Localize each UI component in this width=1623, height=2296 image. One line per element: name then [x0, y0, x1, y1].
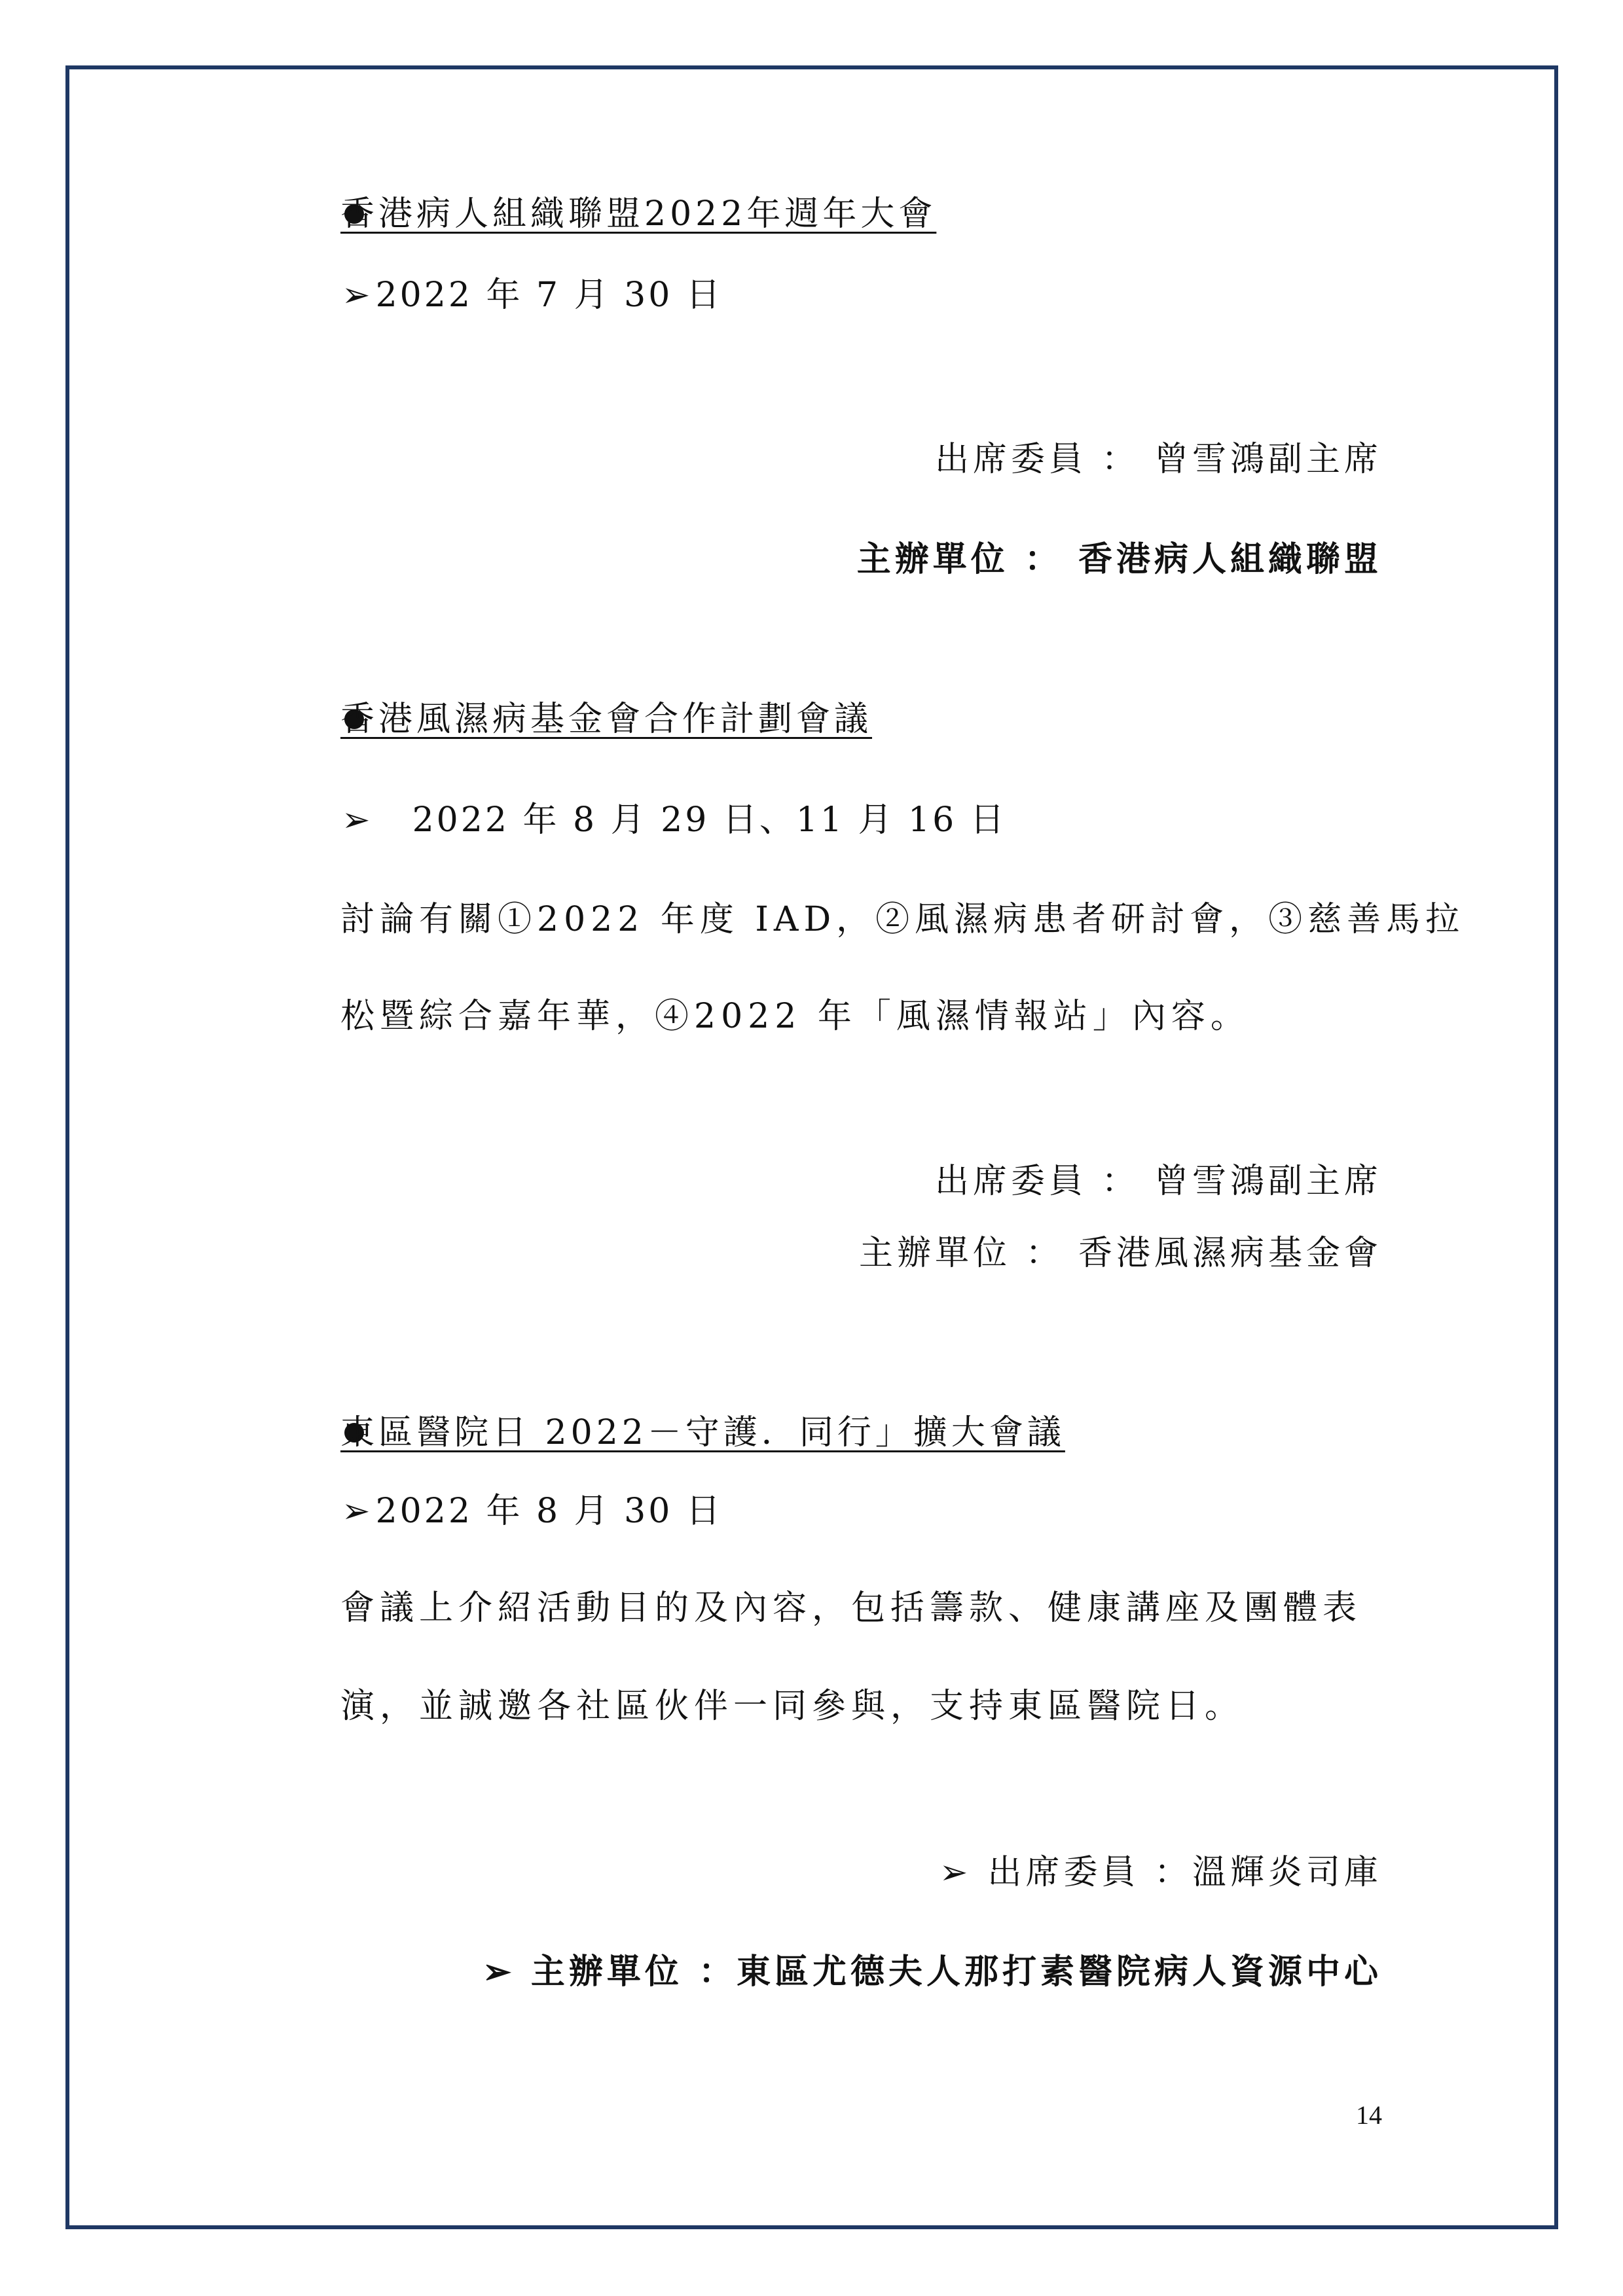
organizer-line: 主辦單位 ： 香港病人組織聯盟	[856, 539, 1382, 579]
arrow-icon: ➢	[342, 276, 373, 315]
arrow-icon: ➢	[342, 800, 373, 840]
section-heading: 東區醫院日 2022－守護．同行」擴大會議	[340, 1413, 1065, 1452]
section-date	[342, 272, 723, 318]
date-text: 2022 年 8 月 29 日、11 月 16 日	[412, 800, 1007, 840]
attendee-line: 出席委員 ： 曾雪鴻副主席	[934, 440, 1382, 479]
section-heading: 香港風濕病基金會合作計劃會議	[340, 700, 873, 739]
page-number: 14	[1356, 2100, 1382, 2130]
section-date	[342, 797, 1007, 843]
organizer-line	[483, 1949, 1382, 1995]
arrow-icon: ➢	[342, 1492, 373, 1531]
body-paragraph-line: 演，並誠邀各社區伙伴一同參與，支持東區醫院日。	[340, 1687, 1245, 1726]
body-paragraph-line: 討論有關①2022 年度 IAD，②風濕病患者研討會，③慈善馬拉	[340, 900, 1465, 939]
page-border	[65, 65, 1558, 2229]
organizer-text: 主辦單位 ：東區尤德夫人那打素醫院病人資源中心	[530, 1952, 1382, 1992]
arrow-icon: ➢	[939, 1853, 972, 1892]
arrow-icon: ➢	[483, 1952, 515, 1992]
organizer-line: 主辦單位 ： 香港風濕病基金會	[858, 1234, 1382, 1273]
date-text: 2022 年 8 月 30 日	[375, 1492, 723, 1531]
attendee-text: 出席委員 ：溫輝炎司庫	[987, 1853, 1382, 1892]
body-paragraph-line: 會議上介紹活動目的及內容，包括籌款、健康講座及團體表	[340, 1588, 1362, 1628]
body-paragraph-line: 松暨綜合嘉年華，④2022 年「風濕情報站」內容。	[340, 997, 1250, 1036]
attendee-line	[939, 1850, 1382, 1895]
attendee-line: 出席委員 ： 曾雪鴻副主席	[934, 1162, 1382, 1201]
date-text: 2022 年 7 月 30 日	[375, 276, 723, 315]
section-date	[342, 1488, 723, 1534]
section-heading: 香港病人組織聯盟2022年週年大會	[340, 194, 937, 234]
